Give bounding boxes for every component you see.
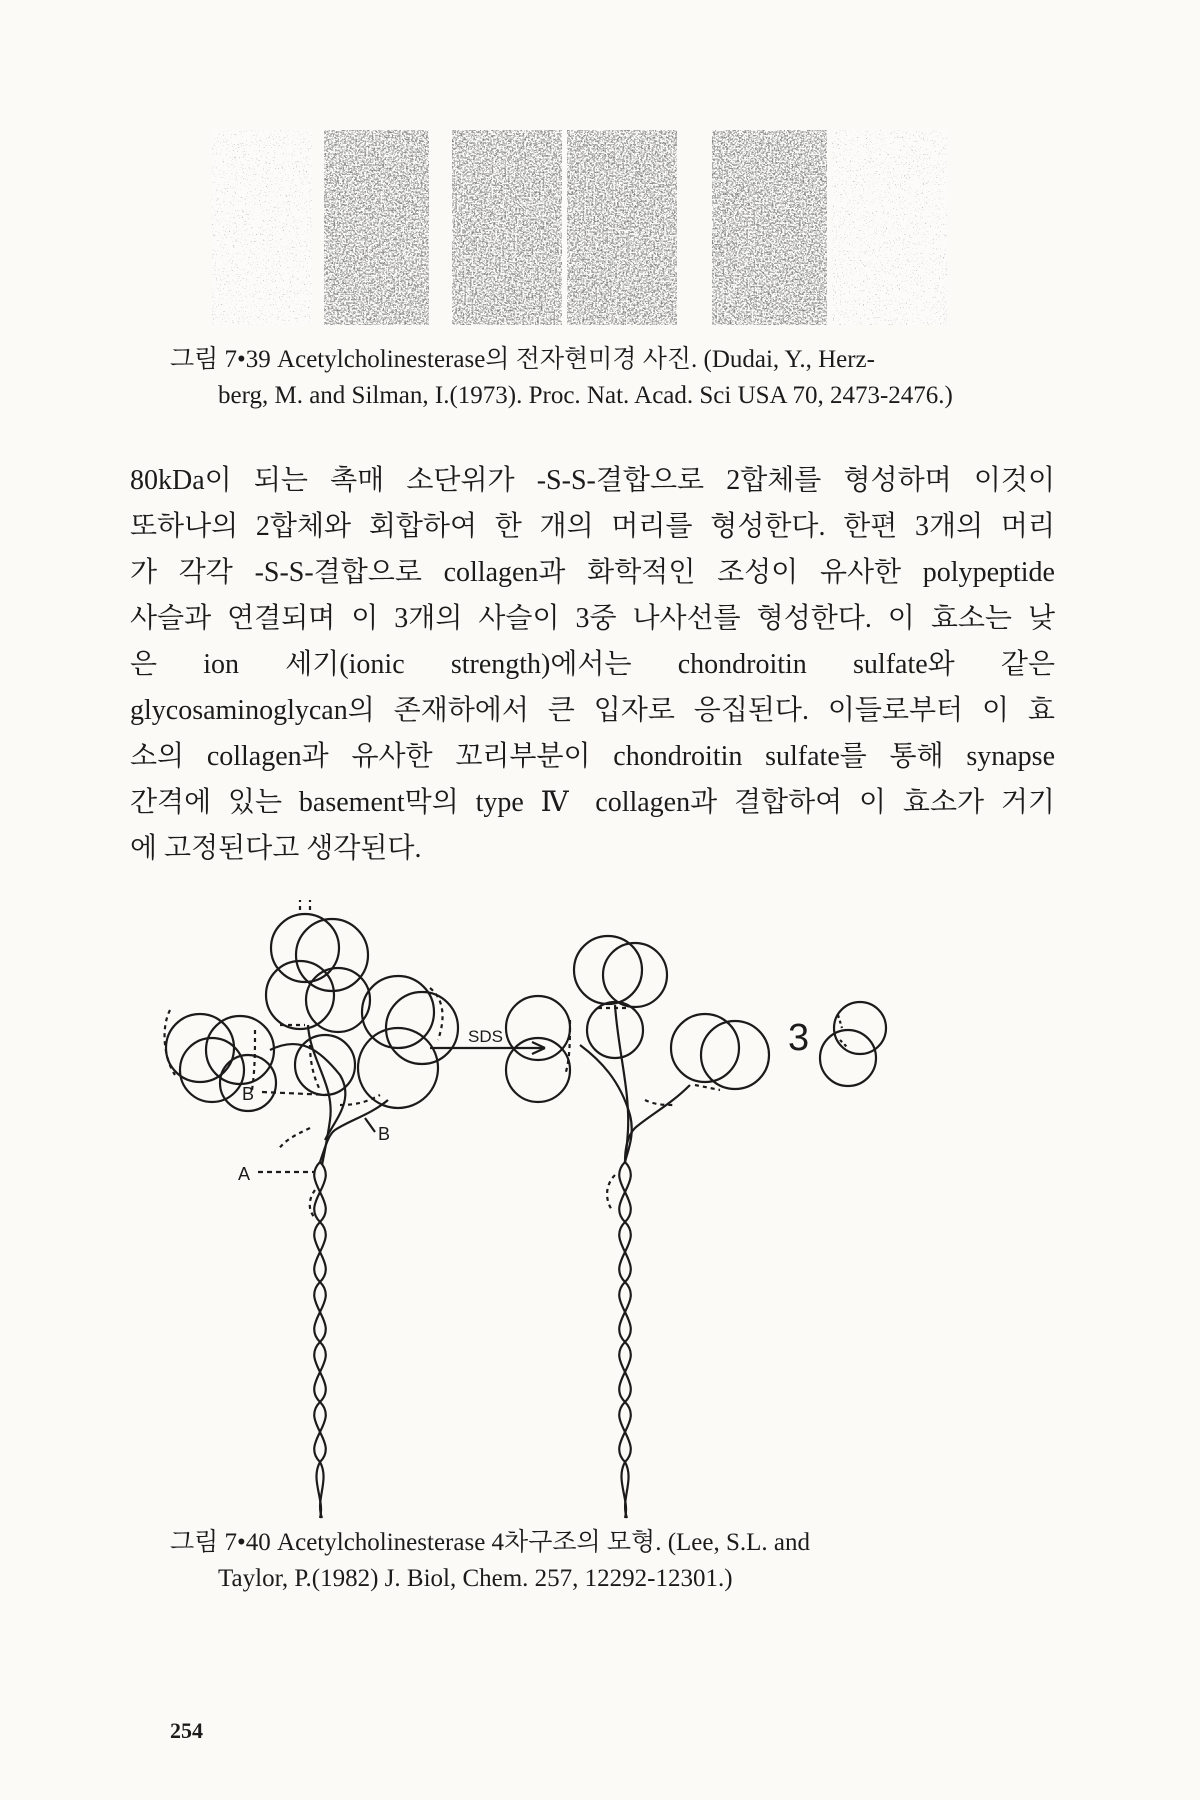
micrograph-panel-6: [832, 130, 947, 325]
trimer-count: 3: [788, 1017, 810, 1059]
figure-7-39-caption: [170, 342, 953, 414]
left-right-head: [295, 976, 458, 1108]
caption-line: berg, M. and Silman, I.(1973). Proc. Nat. Acad. Sci USA 70, 2473-2476.): [218, 382, 953, 409]
trimer-symbol: [820, 1002, 886, 1086]
text-line: 또하나의 2합체와 회합하여 한 개의 머리를 형성한다. 한편 3개의 머리: [130, 511, 1055, 542]
text-line: 사슬과 연결되며 이 3개의 사슬이 3중 나사선를 형성한다. 이 효소는 낮: [130, 603, 1055, 634]
page-number: 254: [170, 1718, 203, 1743]
caption-line: 그림 7•39 Acetylcholinesterase의 전자현미경 사진. (Dudai, Y., Herz-: [170, 346, 875, 373]
figure-7-40-caption: [170, 1525, 810, 1597]
caption-line: Taylor, P.(1982) J. Biol, Chem. 257, 12292-12301.): [218, 1565, 733, 1592]
right-top-head: [574, 936, 667, 1007]
text-line: 간격에 있는 basement막의 type Ⅳ collagen과 결합하여 이 효소가 거기: [130, 787, 1055, 818]
body-paragraph: [130, 458, 1055, 872]
caption-line: 그림 7•40 Acetylcholinesterase 4차구조의 모형. (Lee, S.L. and: [170, 1529, 811, 1556]
left-left-head: [166, 1014, 276, 1111]
label-a: A: [238, 1164, 251, 1184]
label-b-right: B: [378, 1124, 391, 1144]
text-line: 은 ion 세기(ionic strength)에서는 chondroitin sulfate와 같은: [130, 649, 1055, 680]
micrograph-panel-2: [324, 130, 429, 325]
right-right-head: [587, 1002, 769, 1089]
micrograph-panel-1: [212, 130, 312, 325]
quaternary-structure-diagram: [160, 900, 1040, 1520]
left-triple-helix-tail: [314, 1162, 326, 1518]
right-triple-helix-tail: [619, 1162, 631, 1518]
text-line: 가 각각 -S-S-결합으로 collagen과 화학적인 조성이 유사한 polypeptide: [130, 557, 1055, 588]
text-line: 80kDa이 되는 촉매 소단위가 -S-S-결합으로 2합체를 형성하며 이것이: [130, 465, 1055, 496]
left-top-head: [266, 914, 370, 1032]
micrograph-strip: [212, 130, 1012, 330]
micrograph-panel-4: [567, 130, 677, 325]
text-line: 소의 collagen과 유사한 꼬리부분이 chondroitin sulfate를 통해 synapse: [130, 741, 1055, 772]
micrograph-panel-5: [712, 130, 827, 325]
sds-label: SDS: [468, 1027, 503, 1046]
label-b-left: B: [242, 1084, 255, 1104]
text-line: 에 고정된다고 생각된다.: [130, 833, 422, 864]
micrograph-panel-3: [452, 130, 562, 325]
text-line: glycosaminoglycan의 존재하에서 큰 입자로 응집된다. 이들로부터 이 효: [130, 695, 1055, 726]
